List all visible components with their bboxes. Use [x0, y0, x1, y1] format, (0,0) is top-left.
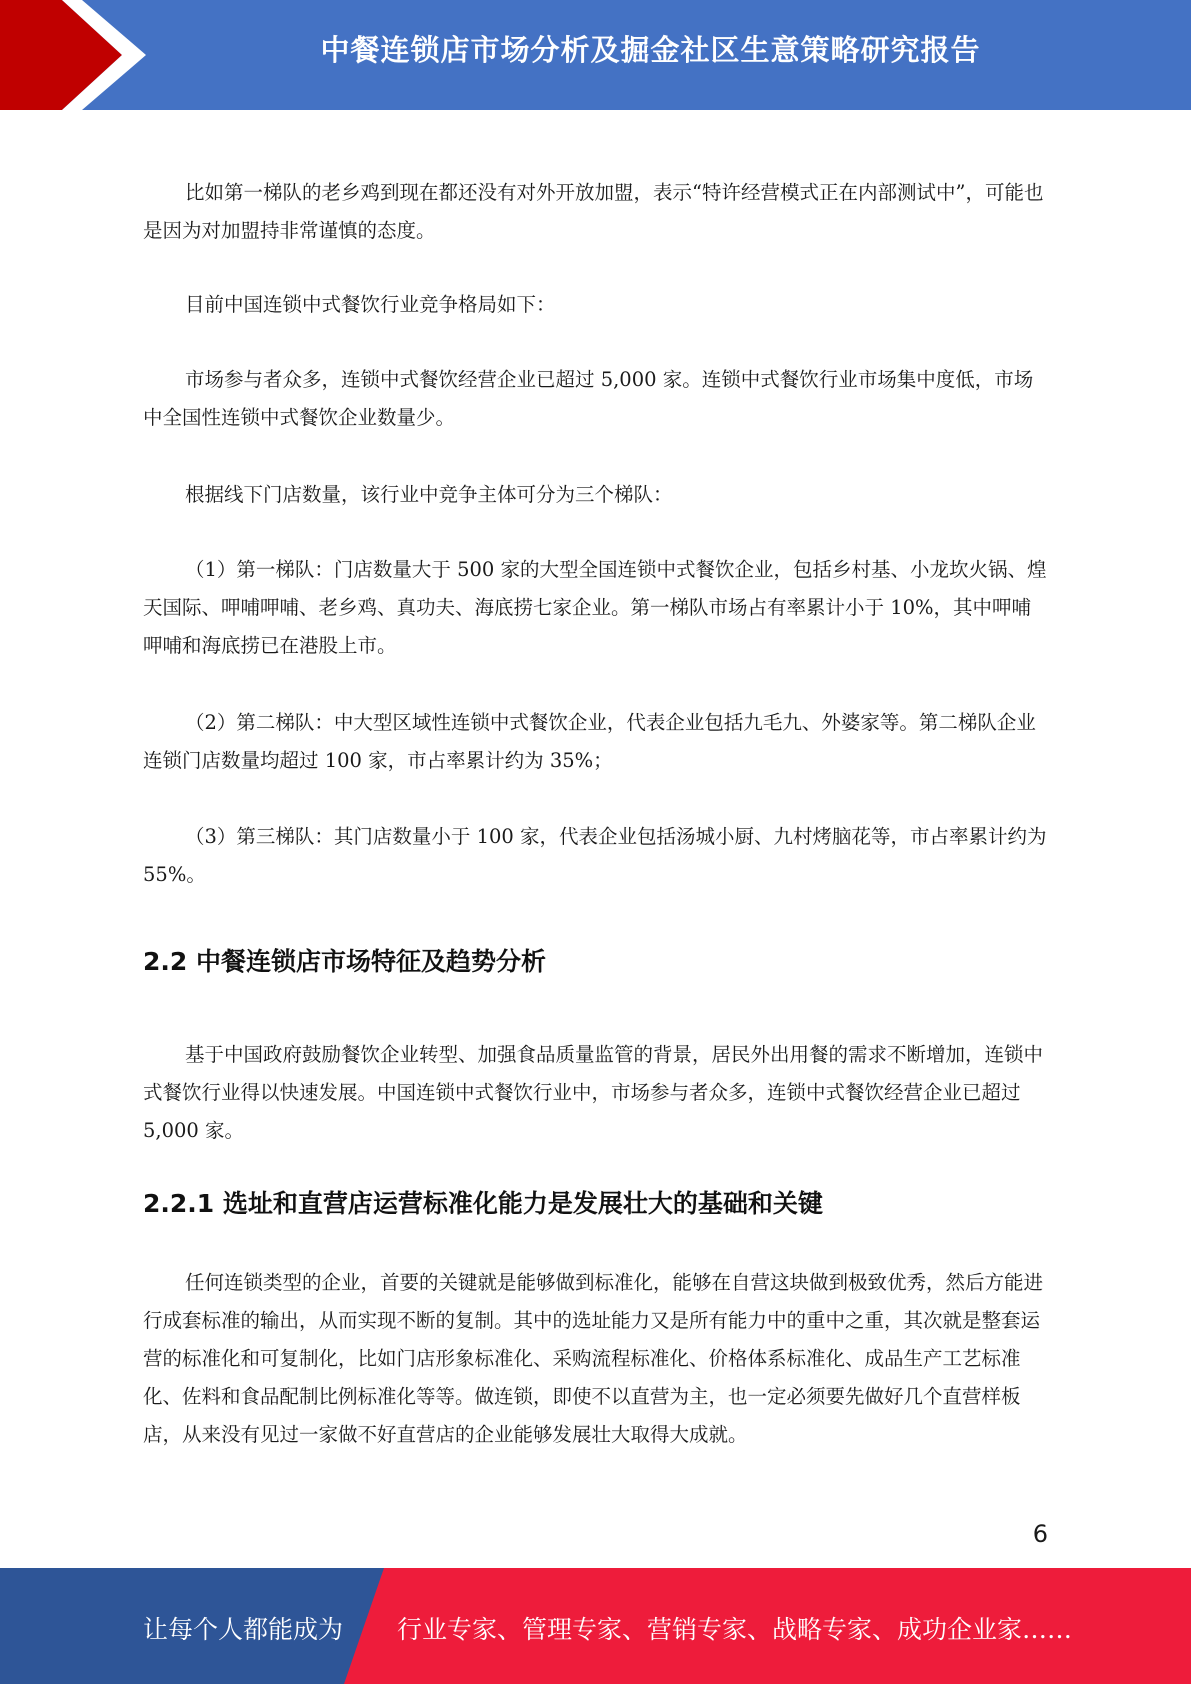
header-arrow-decoration	[0, 0, 160, 110]
paragraph: （1）第一梯队：门店数量大于 500 家的大型全国连锁中式餐饮企业，包括乡村基、小龙坎火锅、煌天国际、呷哺呷哺、老乡鸡、真功夫、海底捞七家企业。第一梯队市场占有率累计小于 10%，其中呷哺呷哺和海底捞已在港股上市。	[143, 558, 1047, 657]
section-heading: 2.2 中餐连锁店市场特征及趋势分析	[143, 947, 546, 976]
paragraph: （2）第二梯队：中大型区域性连锁中式餐饮企业，代表企业包括九毛九、外婆家等。第二梯队企业连锁门店数量均超过 100 家，市占率累计约为 35%；	[143, 711, 1036, 772]
page-footer	[0, 1568, 1191, 1684]
footer-slogan-right: 行业专家、管理专家、营销专家、战略专家、成功企业家……	[397, 1615, 1073, 1644]
subsection-heading: 2.2.1 选址和直营店运营标准化能力是发展壮大的基础和关键	[143, 1189, 823, 1218]
paragraph: （3）第三梯队：其门店数量小于 100 家，代表企业包括汤城小厨、九村烤脑花等，市占率累计约为 55%。	[143, 825, 1047, 886]
paragraph: 任何连锁类型的企业，首要的关键就是能够做到标准化，能够在自营这块做到极致优秀，然后方能进行成套标准的输出，从而实现不断的复制。其中的选址能力又是所有能力中的重中之重，其次就是整套运营的标准化和可复制化，比如门店形象标准化、采购流程标准化、价格体系标准化、成品生产工艺标准化、佐料和食品配制比例标准化等等。做连锁，即使不以直营为主，也一定必须要先做好几个直营样板店，从来没有见过一家做不好直营店的企业能够发展壮大取得大成就。	[143, 1271, 1044, 1446]
paragraph: 基于中国政府鼓励餐饮企业转型、加强食品质量监管的背景，居民外出用餐的需求不断增加，连锁中式餐饮行业得以快速发展。中国连锁中式餐饮行业中，市场参与者众多，连锁中式餐饮经营企业已超过 5,000 家。	[143, 1043, 1044, 1142]
page-number: 6	[1032, 1520, 1048, 1548]
footer-slogan-left: 让每个人都能成为	[143, 1615, 344, 1644]
paragraph: 比如第一梯队的老乡鸡到现在都还没有对外开放加盟，表示“特许经营模式正在内部测试中”，可能也是因为对加盟持非常谨慎的态度。	[143, 181, 1044, 242]
paragraph: 根据线下门店数量，该行业中竞争主体可分为三个梯队：	[185, 483, 673, 506]
paragraph: 目前中国连锁中式餐饮行业竞争格局如下：	[185, 293, 556, 316]
report-title: 中餐连锁店市场分析及掘金社区生意策略研究报告	[320, 33, 981, 67]
page-header	[0, 0, 1191, 110]
paragraph: 市场参与者众多，连锁中式餐饮经营企业已超过 5,000 家。连锁中式餐饮行业市场集中度低，市场中全国性连锁中式餐饮企业数量少。	[143, 368, 1034, 429]
